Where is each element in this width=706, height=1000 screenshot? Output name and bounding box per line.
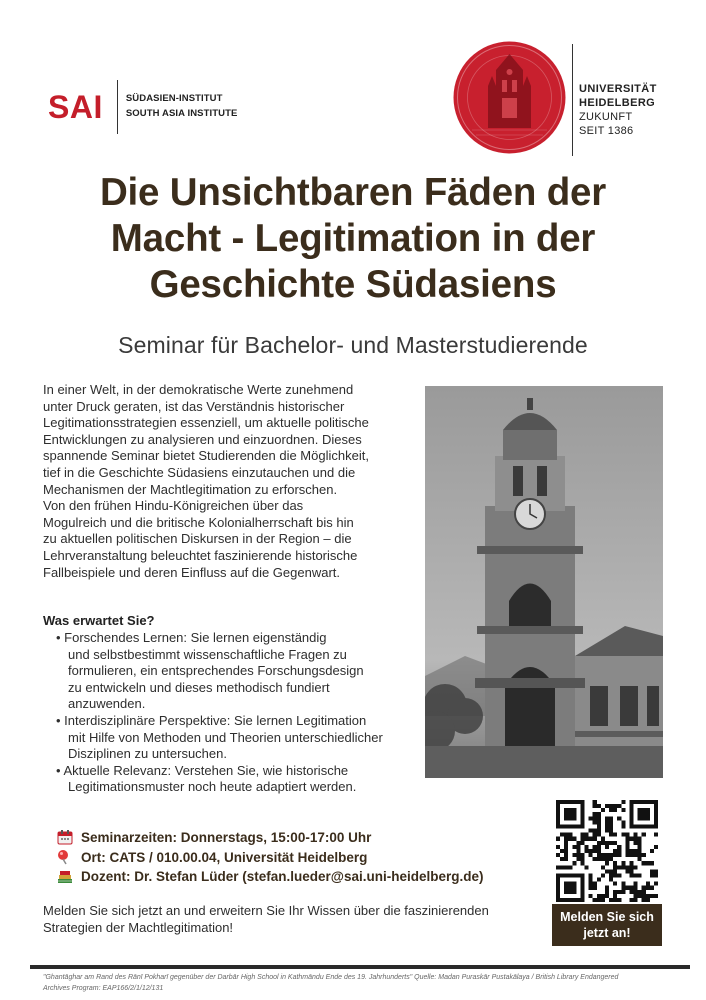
qr-code[interactable] — [556, 800, 658, 902]
expectations-heading: Was erwartet Sie? — [43, 613, 155, 628]
bullet-line: Legitimationsmuster noch heute adaptiert werden. — [68, 779, 357, 795]
map-pin-icon — [57, 849, 73, 865]
list-item — [56, 630, 422, 713]
title-line: Die Unsichtbaren Fäden der — [99, 171, 607, 214]
sai-institute-name — [126, 92, 238, 121]
seminar-lecturer — [57, 868, 483, 884]
page-subtitle: Seminar für Bachelor- und Masterstudierende — [118, 332, 588, 358]
page-title — [30, 170, 676, 308]
expectations-list — [56, 630, 422, 796]
intro-line: Mechanismen der Machtlegitimation zu erforschen. — [43, 481, 338, 497]
intro-line: unter Druck geraten, ist das Verständnis historischer — [43, 398, 345, 414]
bullet-line: • Forschendes Lernen: Sie lernen eigenständig — [56, 630, 422, 647]
list-item — [56, 763, 422, 796]
title-line: Geschichte Südasiens — [149, 263, 557, 306]
clock-tower-photo — [425, 386, 663, 778]
cta-paragraph — [43, 903, 513, 936]
intro-line: zu aktuellen politischen Diskursen in der Region – die — [43, 531, 352, 547]
seminar-lecturer-text: Dozent: Dr. Stefan Lüder (stefan.lueder@sai.uni-heidelberg.de) — [81, 868, 484, 884]
cta-line: Strategien der Machtlegitimation! — [43, 919, 234, 935]
bullet-line: und selbstbestimmt wissenschaftliche Fragen zu — [68, 646, 347, 662]
bullet-line: Disziplinen zu untersuchen. — [68, 746, 227, 762]
bullet-line: anzuwenden. — [68, 696, 146, 712]
cta-line: Melden Sie sich jetzt an und erweitern Sie Ihr Wissen über die faszinierenden — [43, 903, 489, 918]
sai-line-en: SOUTH ASIA INSTITUTE — [125, 108, 238, 119]
university-seal-logo — [452, 40, 567, 155]
footer-divider — [30, 965, 690, 969]
title-line: Macht - Legitimation in der — [110, 217, 596, 260]
photo-credit — [43, 972, 683, 994]
photo-credit-line: "Ghantāghar am Rand des Rānī Pokharī gegenüber der Darbār High School in Kathmāndu Ende des 19. Jahrhunderts" Quelle: Madan Puraskār Pustakālaya / British Library Endangered — [43, 974, 619, 981]
books-icon — [57, 868, 73, 884]
university-name — [579, 82, 657, 138]
uni-line-4: SEIT 1386 — [579, 125, 634, 138]
bullet-line: mit Hilfe von Methoden und Theorien unterschiedlicher — [68, 729, 383, 745]
intro-paragraph — [43, 382, 411, 581]
list-item — [56, 713, 422, 763]
sai-logo — [48, 80, 237, 134]
calendar-icon — [57, 829, 73, 845]
sai-wordmark: SAI — [48, 89, 103, 125]
intro-line: Lehrveranstaltung beleuchtet faszinierende historische — [43, 547, 358, 563]
uni-line-3: ZUKUNFT — [579, 111, 633, 124]
uni-line-1: UNIVERSITÄT — [579, 83, 657, 95]
register-button-line: Melden Sie sich — [560, 910, 654, 924]
intro-line: Fallbeispiele und deren Einfluss auf die Gegenwart. — [43, 564, 341, 580]
bullet-line: zu entwickeln und dieses methodisch fundiert — [68, 679, 330, 695]
seminar-times-text: Seminarzeiten: Donnerstags, 15:00-17:00 Uhr — [81, 829, 372, 845]
intro-line: Legitimationsstrategien essenziell, um aktuelle politische — [43, 415, 369, 431]
bullet-line: formulieren, ein entsprechendes Forschungsdesign — [68, 663, 364, 679]
photo-credit-line: Archives Program: EAP166/2/1/12/131 — [43, 985, 164, 992]
intro-line: spannende Seminar bietet Studierenden die Möglichkeit, — [43, 448, 369, 464]
seminar-times — [57, 829, 371, 845]
intro-line: Von den frühen Hindu-Königreichen über das — [43, 498, 304, 514]
sai-divider — [117, 80, 118, 134]
register-button-line: jetzt an! — [583, 926, 631, 940]
intro-line: Entwicklungen zu analysieren und einzuordnen. Dieses — [43, 431, 362, 447]
intro-line: Mogulreich und die britische Kolonialherrschaft bis hin — [43, 514, 354, 530]
uni-line-2: HEIDELBERG — [579, 97, 656, 110]
bullet-line: • Interdisziplinäre Perspektive: Sie lernen Legitimation — [56, 713, 422, 730]
register-button[interactable] — [552, 904, 662, 946]
seminar-location-text: Ort: CATS / 010.00.04, Universität Heidelberg — [81, 849, 368, 865]
seminar-location — [57, 849, 367, 865]
intro-line: tief in die Geschichte Südasiens einzutauchen und die — [43, 464, 356, 480]
bullet-line: • Aktuelle Relevanz: Verstehen Sie, wie historische — [56, 763, 422, 780]
sai-line-de: SÜDASIEN-INSTITUT — [125, 93, 223, 105]
intro-line: In einer Welt, in der demokratische Werte zunehmend — [43, 382, 354, 397]
uni-divider — [572, 44, 573, 156]
